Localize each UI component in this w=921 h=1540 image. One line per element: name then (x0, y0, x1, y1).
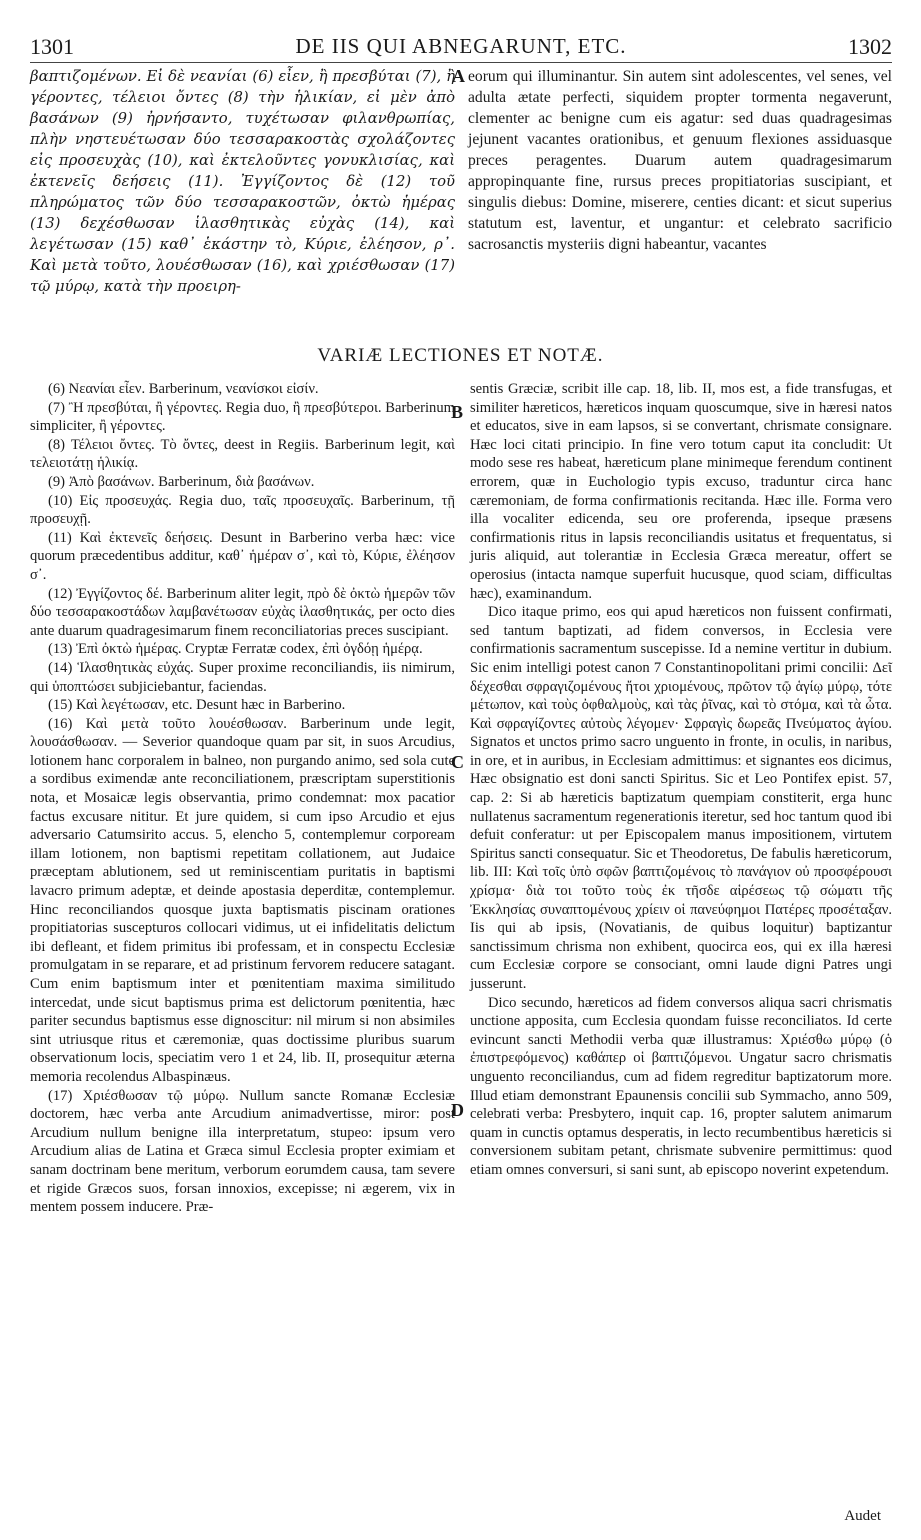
note-17: (17) Χριέσθωσαν τῷ μύρῳ. Nullum sancte Romanæ Ecclesiæ doctorem, hæc verba ante Arcudium animadvertisse, miror: post Arcudium nullum benigne illa interpretatum, stupeo: ipsum vero Arcudium alias de Latina et Græca simul Ecclesia propter eximiam et sanam doctrinam bene meritum, verborum eorumdem causa, tam severe et rigide Græcos suos, forsan innoxios, excepisse; ni ægerem, vix in mentem possem inducere. Præ- (30, 1087, 455, 1216)
notes-left-column (30, 380, 455, 1217)
latin-text: eorum qui illuminantur. Sin autem sint adolescentes, vel senes, vel adulta ætate perfecti, siquidem propter tormenta negaverunt, clementer ac benigne cum eis agatur: sed duas quadragesimas jejunent vacantes orationibus, et genuum flexiones assiduasque preces peragentes. Duarum autem quadragesimarum appropinquante fine, rursus preces propitiatorias suscipiant, et singulis diebus: Domine, miserere, centies dicant: et sicut superius statutum est, laventur, et ungantur: et celebrato sacrificio sacrosanctis mysteriis digni habeantur, vacantes (468, 68, 892, 253)
running-title: DE IIS QUI ABNEGARUNT, ETC. (295, 34, 627, 58)
note-8: (8) Τέλειοι ὄντες. Τὸ ὄντες, deest in Regiis. Barberinum legit, καὶ τελειοτάτῃ ἡλικίᾳ. (30, 436, 455, 472)
margin-marker-a: A (452, 66, 465, 86)
note-7: (7) Ἢ πρεσβύται, ἢ γέροντες. Regia duo, ἢ πρεσβύτεροι. Barberinum simpliciter, ἢ γέροντες. (30, 399, 455, 435)
note-15: (15) Καὶ λεγέτωσαν, etc. Desunt hæc in Barberino. (48, 697, 346, 714)
note-13: (13) Ἐπὶ ὀκτὼ ἡμέρας. Cryptæ Ferratæ codex, ἐπὶ ὀγδόῃ ἡμέρᾳ. (48, 641, 423, 658)
right-paragraph-2: Dico itaque primo, eos qui apud hæreticos non fuissent confirmati, sed tantum baptizati, ad fidem conversos, in Ecclesia vere confirmationis sacramentum suscepisse. Id a nemine vertitur in dubium. Sic enim intelligi potest canon 7 Constantinopolitani primi concilii: Δεῖ δέχεσθαι σφραγιζομένους ἤτοι χριομένους, πρῶτον τῷ ἁγίῳ μύρῳ, τότε μέτωπον, καὶ τοὺς ὀφθαλμοὺς, καὶ τὰς ῥῖνας, καὶ τὸ στόμα, καὶ τὰ ὦτα. Καὶ σφραγίζοντες αὐτοὺς λέγομεν· Σφραγὶς δωρεᾶς Πνεύματος ἁγίου. Signatos et unctos primo sacro unguento in fronte, in oculis, in naribus, in ore, et in auribus, in Ecclesiam admittimus: et signantes eos dicimus, Hæc obsignatio est doni sancti Spiritus. Sic et Leo Pontifex epist. 57, cap. 2: Si ab hæreticis baptizatum quempiam constiterit, erga hunc nullatenus sacramentum regenerationis iteretur, sed hoc tantum quod ibi defuit conferatur: ut per Episcopalem manus impositionem, virtutem Spiritus sancti consequatur. Sic et Theodoretus, De fabulis hæreticorum, lib. III: Καὶ τοῖς ὑπὸ σφῶν βαπτιζομένοις τὸ πανάγιον οὐ προσφέρουσι χρίσμα· διὰ τοι τοῦτο τοὺς ἐκ τῆσδε αἱρέσεως τῷ σώματι τῆς Ἐκκλησίας συναπτομένους χρίειν οἱ πανεύφημοι Πατέρες προσέταξαν. Iis qui ab ipsis, (Novatianis, de quibus loquitur) baptizantur sanctissimum chrisma non exhibent, quocirca eos, qui ex illa hæresi cum Ecclesiæ corpore se consociant, omni laude digni Patres ungi jusserunt. (470, 604, 892, 992)
note-12: (12) Ἐγγίζοντος δέ. Barberinum aliter legit, πρὸ δὲ ὀκτὼ ἡμερῶν τῶν δύο τεσσαρακοστάδων λαμβανέτωσαν εὐχὰς ἱλασθητικάς, per octo dies ante duarum quadragesimarum finem reconciliatorias preces suscipiant. (30, 585, 455, 639)
page-number-left: 1301 (30, 34, 74, 59)
catchword: Audet (844, 1508, 881, 1524)
note-6: (6) Νεανίαι εἶεν. Barberinum, νεανίσκοι εἰσίν. (48, 381, 319, 397)
latin-text-column (468, 66, 892, 255)
greek-text: βαπτιζομένων. Εἰ δὲ νεανίαι (6) εἶεν, ἢ πρεσβύται (7), ἢ γέροντες, τέλειοι ὄντες (8) τὴν ἡλικίαν, εἰ μὲν ἀπὸ βασάνων (9) ἠρνήσαντο, τυχέτωσαν φιλανθρωπίας, πλὴν νηστευέτωσαν δύο τεσσαρακοστὰς σχολάζοντες εἰς προσευχὰς (10), καὶ ἐκτελοῦντες γονυκλισίας, καὶ ἐκτενεῖς δεήσεις (11). Ἐγγίζοντος δὲ (12) τοῦ πληρώματος τῶν δύο τεσσαρακοστῶν, ὀκτὼ ἡμέρας (13) δεχέσθωσαν ἱλασθητικὰς εὐχὰς (14), καὶ λεγέτωσαν (15) καθ᾽ ἑκάστην τὸ, Κύριε, ἐλέησον, ρ᾽. Καὶ μετὰ τοῦτο, λουέσθωσαν (16), καὶ χριέσθωσαν (17) τῷ μύρῳ, κατὰ τὴν προειρη- (30, 68, 455, 295)
right-paragraph-1: sentis Græciæ, scribit ille cap. 18, lib. II, mos est, a fide transfugas, et similiter hæreticos, hæreticos inquam quoscumque, sive in hæresi natos et educatos, sive in eam lapsos, si se convertant, chrismate consignare. Hæc loci citati principio. In fine vero totum caput ita concludit: Ut modo sese res habeat, hæreticum plane minimeque ferendum continent errorem, quæ in Euchologio typis excuso, traduntur circa hanc cæremoniam, de forma confirmationis recitanda. Hæc ille. Forma vero illa vocaliter edicenda, seu ore proferenda, ipseque præsens confirmationis ritus in lapsis reconciliandis usitatus et frequentatus, si juris aliquid, aut tolerantiæ in Ecclesia Græca mereatur, offert se operosius (intacta namque superfuit hucusque, quod sciam, difficultas hæc), examinandum. (470, 381, 892, 602)
margin-marker-d: D (451, 1100, 464, 1120)
header-rule (30, 62, 892, 63)
note-14: (14) Ἱλασθητικὰς εὐχάς. Super proxime reconciliandis, iis nimirum, qui ὑποπτώσει subjiciebantur, faciendas. (30, 659, 455, 695)
section-title: VARIÆ LECTIONES ET NOTÆ. (317, 345, 604, 366)
right-paragraph-3: Dico secundo, hæreticos ad fidem conversos aliqua sacri chrismatis unctione apposita, cum Ecclesia quondam fuisse reconciliatos. Id certe evincunt sancti Methodii verba quæ illustramus: Χριέσθω μύρῳ (ὁ ἐπιστρεφόμενος) καθάπερ οἱ βαπτιζόμενοι. Ungatur sacro chrismatis unguento reconciliandus, cum ad fidem regreditur baptizatorum more. Illud etiam demonstrant Epaunensis concilii sub Symmacho, anno 509, celebrati verba: Presbytero, inquit cap. 16, propter salutem animarum quam in cunctis optamus desperatis, in lecto recumbentibus hæreticis si conversionem subitam petant, chrismate subvenire permittimus: quod etiam omnes conversuri, si sani sunt, ab episcopo noverint expetendum. (470, 994, 892, 1178)
note-16: (16) Καὶ μετὰ τοῦτο λουέσθωσαν. Barberinum unde legit, λουσάσθωσαν. — Severior quandoque quam par sit, in suos Arcudius, lotionem hanc corporalem in balneo, non purgando animo, sed sola cute a sordibus eximendæ ante reconciliationem, præscriptam superstitionis nota, et Mosaicæ legis observantia, primo condemnat: mox pacatior factus excusare nititur. Et jure quidem, si cum ipso Arcudio et ejus adversario Catumsirito accus. 5, elencho 5, contemplemur corpoream illam lotionem, non baptismi repetitam collationem, aut Judaice præceptam ablutionem, sed ut reminiscentiam puritatis in baptismi lavacro primum adeptæ, et deinde apostasia deperditæ, contemplemur. Hinc reconciliandos quosque juxta baptismatis piscinam orationes propitiatorias suscepturos collocari vidimus, ut ei infidelitatis delictum ibi defleant, et fidem primitus ibi professam, et in conspectu Ecclesiæ promulgatam in se reparare, et ad pristinum fervorem reducere satagant. Cum enim baptismum inter et pœnitentiam maxima similitudo intercedat, unde sicut baptismus prima est delictorum pœnitentia, hæc pariter secundus baptismus esse dignoscitur: nil mirum si non absimiles sint utriusque ritus et cæremoniæ, quas doctissime pluribus suarum observationum locis, speciatim vero 1 et 24, lib. II, prosequitur æterna memoria recolendus Albaspinæus. (30, 715, 455, 1085)
page-header (30, 34, 892, 64)
margin-marker-b: B (451, 402, 464, 422)
note-9: (9) Ἀπὸ βασάνων. Barberinum, διὰ βασάνων. (48, 473, 315, 490)
greek-text-column (30, 66, 455, 297)
notes-right-column (470, 380, 892, 1180)
note-10: (10) Εἰς προσευχάς. Regia duo, ταῖς προσευχαῖς. Barberinum, τῇ προσευχῇ. (30, 492, 455, 528)
margin-marker-c: C (451, 752, 464, 772)
note-11: (11) Καὶ ἐκτενεῖς δεήσεις. Desunt in Barberino verba hæc: vice quorum præcedentibus additur, καθ᾽ ἡμέραν σ᾽, καὶ τὸ, Κύριε, ἐλέησον σ᾽. (30, 529, 455, 583)
page-number-right: 1302 (848, 34, 892, 59)
